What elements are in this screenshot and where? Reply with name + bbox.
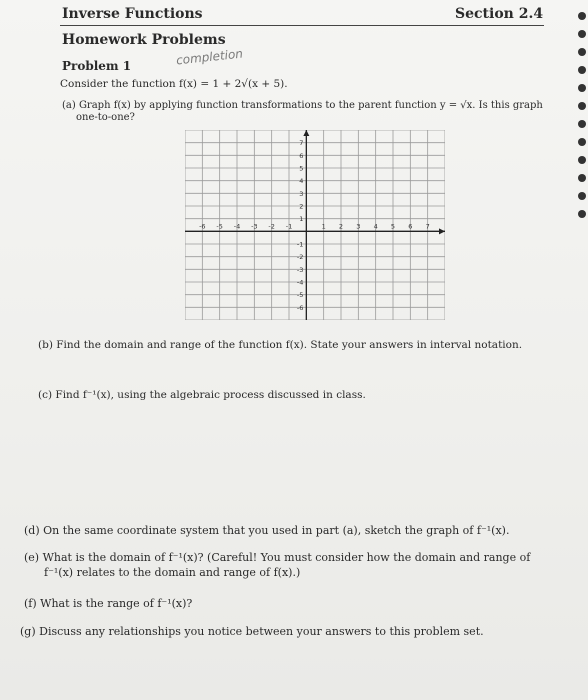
binding-hole	[578, 66, 586, 74]
binding-hole	[578, 120, 586, 128]
coordinate-grid	[185, 130, 445, 320]
x-tick-label: 2	[338, 222, 344, 231]
y-axis-arrow	[303, 130, 309, 136]
binding-hole	[578, 84, 586, 92]
x-tick-label: -3	[251, 222, 258, 231]
binding-hole	[578, 48, 586, 56]
homework-title: Homework Problems	[62, 32, 226, 48]
x-tick-label: 1	[321, 222, 326, 231]
problem-title: Problem 1	[62, 59, 132, 73]
y-tick-label: 5	[299, 164, 304, 173]
x-tick-label: -5	[216, 222, 223, 231]
binding-hole	[578, 12, 586, 20]
binding-hole	[578, 138, 586, 146]
part-d: (d) On the same coordinate system that you used in part (a), sketch the graph of f⁻¹(x).	[24, 524, 510, 537]
y-tick-label: 1	[299, 215, 304, 224]
y-tick-label: -6	[296, 303, 304, 312]
header-title: Inverse Functions	[62, 6, 203, 22]
y-tick-label: -4	[296, 278, 304, 287]
part-c: (c) Find f⁻¹(x), using the algebraic process discussed in class.	[38, 389, 366, 401]
binding-hole	[578, 156, 586, 164]
x-tick-label: 3	[356, 222, 361, 231]
binding-hole	[578, 102, 586, 110]
binding-edge	[574, 0, 588, 700]
part-e-line1: (e) What is the domain of f⁻¹(x)? (Careful! You must consider how the domain and range of	[24, 551, 531, 564]
part-a-line2: one-to-one?	[76, 112, 135, 123]
y-tick-label: -2	[296, 253, 304, 262]
binding-hole	[578, 210, 586, 218]
handwritten-note: completion	[175, 46, 244, 68]
part-e-line2: f⁻¹(x) relates to the domain and range of f(x).)	[44, 566, 301, 579]
part-a-line1: (a) Graph f(x) by applying function transformations to the parent function y = √x. Is this graph	[62, 100, 543, 111]
x-tick-label: 4	[373, 222, 378, 231]
x-tick-label: -2	[268, 222, 275, 231]
x-tick-label: -6	[199, 222, 206, 231]
x-axis-arrow	[439, 228, 445, 234]
part-f: (f) What is the range of f⁻¹(x)?	[24, 597, 193, 610]
x-tick-label: 6	[408, 222, 413, 231]
part-g: (g) Discuss any relationships you notice between your answers to this problem set.	[20, 625, 484, 638]
binding-hole	[578, 192, 586, 200]
y-tick-label: -1	[296, 240, 304, 249]
x-tick-label: 7	[425, 222, 430, 231]
problem-intro: Consider the function f(x) = 1 + 2√(x + 5).	[60, 78, 288, 90]
x-tick-label: -4	[233, 222, 241, 231]
y-tick-label: -5	[296, 291, 304, 300]
part-b: (b) Find the domain and range of the function f(x). State your answers in interval notation.	[38, 339, 523, 351]
y-tick-label: 4	[299, 177, 304, 186]
binding-hole	[578, 30, 586, 38]
binding-hole	[578, 174, 586, 182]
x-tick-label: 5	[390, 222, 396, 231]
x-tick-label: -1	[285, 222, 293, 231]
y-tick-label: 6	[299, 151, 304, 160]
header-section: Section 2.4	[455, 6, 544, 22]
y-tick-label: -3	[296, 265, 304, 274]
y-tick-label: 7	[299, 139, 304, 148]
y-tick-label: 2	[299, 202, 304, 211]
header-divider	[60, 25, 544, 26]
y-tick-label: 3	[299, 189, 304, 198]
